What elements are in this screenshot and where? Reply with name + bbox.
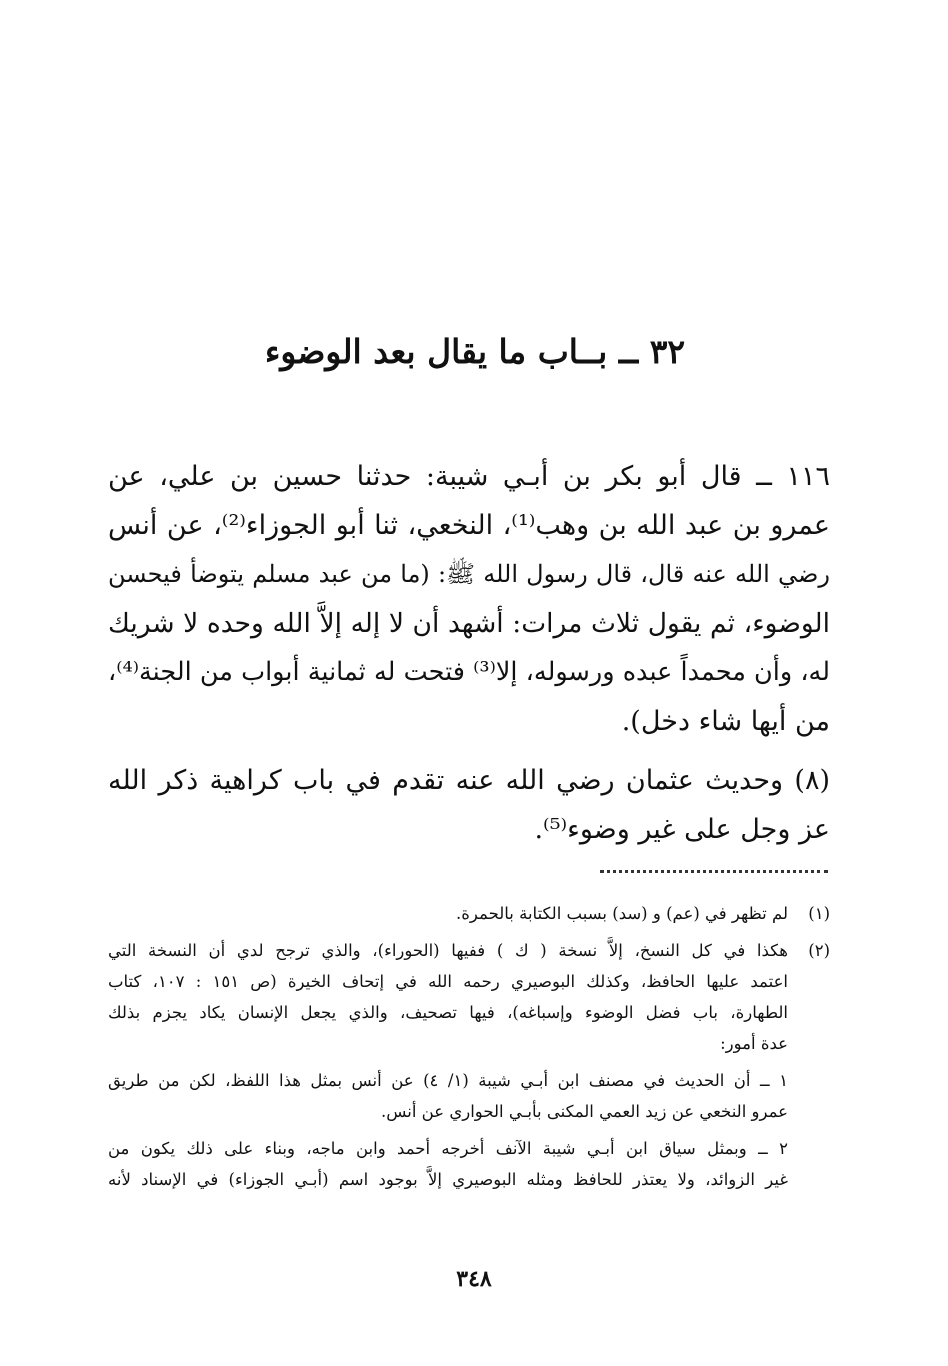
hadith-line: الوضوء، ثم يقول ثلاث مرات: أشهد أن لا إله إلاَّ الله وحده لا شريك xyxy=(108,608,830,639)
footnote-number: (٢) xyxy=(808,941,830,960)
footnote-line: غير الزوائد، ولا يعتذر للحافظ ومثله البوصيري إلاَّ بوجود اسم (أبـي الجوزاء) في الإسناد لأنه xyxy=(108,1170,788,1189)
chapter-title: ٣٢ ــ بــاب ما يقال بعد الوضوء xyxy=(264,332,686,371)
footnote-number xyxy=(788,1133,830,1195)
footnote-line: عدة أمور: xyxy=(720,1034,788,1053)
footnote-line: هكذا في كل النسخ، إلاَّ نسخة ( ك ) ففيها (الحوراء)، والذي ترجح لدي أن النسخة التي xyxy=(108,941,788,960)
page-number: ٣٤٨ xyxy=(456,1266,492,1292)
footnote-text xyxy=(108,1065,788,1127)
footnote-line: عمرو النخعي عن زيد العمي المكنى بأبـي الحواري عن أنس. xyxy=(380,1102,788,1121)
hadith-line: من أيها شاء دخل). xyxy=(621,706,830,737)
footnote-number xyxy=(788,1065,830,1127)
footnote-2-point-2 xyxy=(108,1133,830,1195)
hadith-line: عمرو بن عبد الله بن وهب⁽¹⁾، النخعي، ثنا أبو الجوزاء⁽²⁾، عن أنس xyxy=(108,510,830,541)
footnote-line: اعتمد عليها الحافظ، وكذلك البوصيري رحمه الله في إتحاف الخيرة (ص ١٥١ : ١٠٧، كتاب xyxy=(108,972,789,991)
footnote-separator xyxy=(600,870,828,873)
footnote-line: لم تظهر في (عم) و (سد) بسبب الكتابة بالحمرة. xyxy=(456,904,788,923)
footnote-2 xyxy=(108,935,830,1059)
footnote-line: الطهارة، باب فضل الوضوء وإسباغه)، فيها تصحيف، والذي يجعل الإنسان يكاد يجزم بذلك xyxy=(108,1003,788,1022)
footnote-text xyxy=(108,898,788,929)
footnote-line: ١ ــ أن الحديث في مصنف ابن أبـي شيبة (١/ ٤) عن أنس بمثل هذا اللفظ، لكن من طريق xyxy=(108,1071,788,1090)
note-line: (٨) وحديث عثمان رضي الله عنه تقدم في باب كراهية ذكر الله xyxy=(108,765,830,796)
footnote-1 xyxy=(108,898,830,929)
footnote-line: ٢ ــ وبمثل سياق ابن أبـي شيبة الآنف أخرجه أحمد وابن ماجه، وبناء على ذلك يكون من xyxy=(108,1139,788,1158)
footnote-text xyxy=(108,935,788,1059)
hadith-line: له، وأن محمداً عبده ورسوله، إلا⁽³⁾ فتحت له ثمانية أبواب من الجنة⁽⁴⁾، xyxy=(108,657,830,687)
note-paragraph xyxy=(108,756,830,854)
footnote-text xyxy=(108,1133,788,1195)
hadith-paragraph xyxy=(108,452,830,746)
footnote-number: (١) xyxy=(808,904,830,923)
footnotes xyxy=(108,898,830,1201)
hadith-line: ١١٦ ــ قال أبو بكر بن أبـي شيبة: حدثنا حسين بن علي، عن xyxy=(108,461,830,492)
hadith-line: رضي الله عنه قال، قال رسول الله ﷺ: (ما من عبد مسلم يتوضأ فيحسن xyxy=(108,560,830,588)
note-line: عز وجل على غير وضوء⁽⁵⁾. xyxy=(534,814,830,845)
footnote-2-point-1 xyxy=(108,1065,830,1127)
